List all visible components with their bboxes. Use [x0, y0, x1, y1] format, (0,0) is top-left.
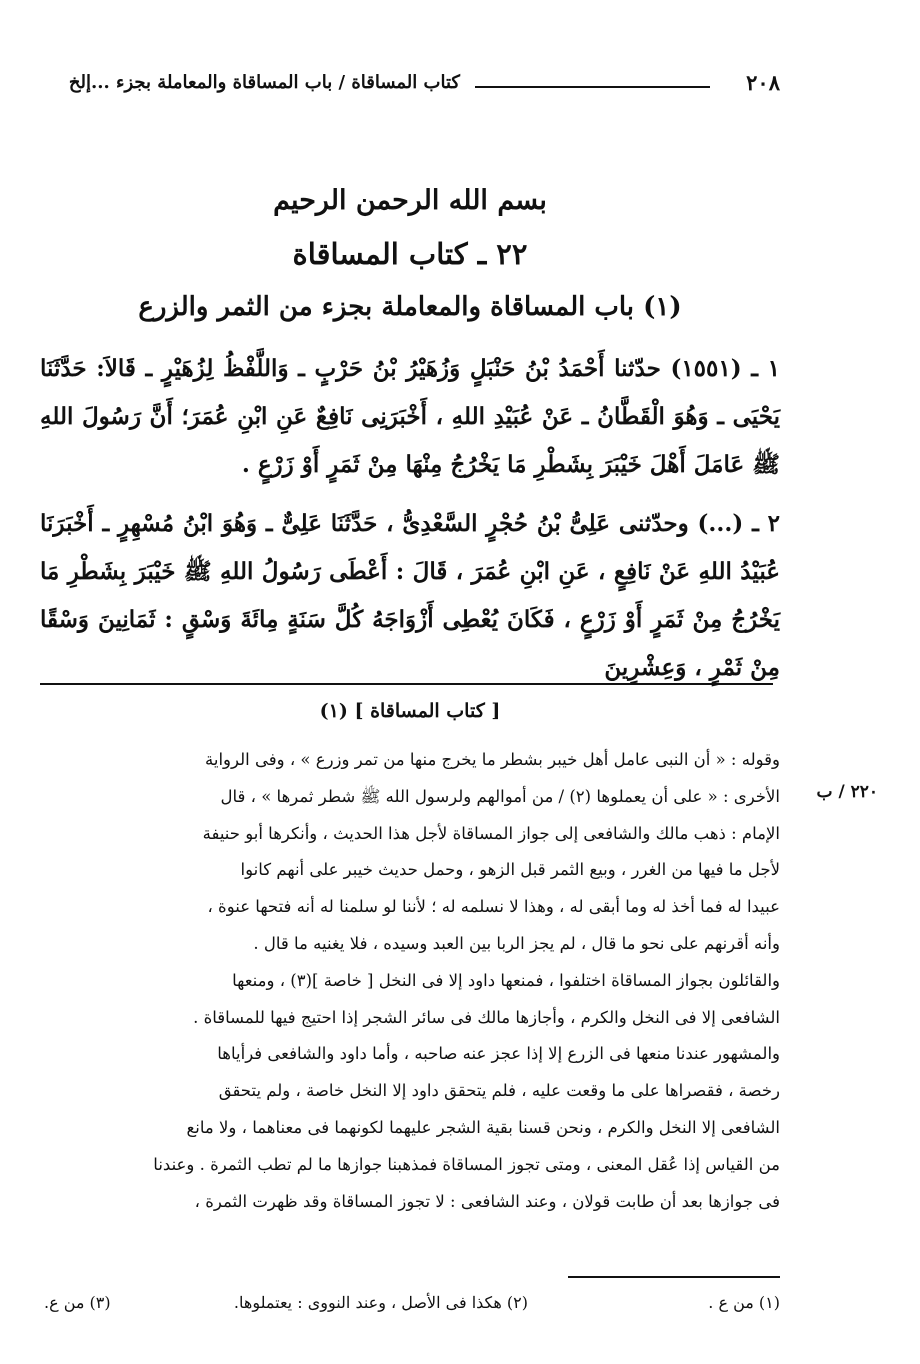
basmala: بسم الله الرحمن الرحيم: [273, 185, 547, 216]
commentary-line: والمشهور عندنا منعها فى الزرع إلا إذا عجز عنه صاحبه ، وأما داود والشافعى فرأياها: [217, 1044, 780, 1064]
footnote-rule: [568, 1276, 780, 1278]
text-separator-rule: [40, 683, 773, 685]
commentary-line: عبيدا له فما أخذ له وما أبقى له ، وهذا لا نسلمه له ؛ لأننا لو سلمنا له أنه فتحها عنوة ،: [207, 897, 780, 917]
book-title: ٢٢ ـ كتاب المساقاة: [292, 237, 528, 271]
commentary-line: وقوله : « أن النبى عامل أهل خيبر بشطر ما يخرج منها من تمر وزرع » ، وفى الرواية: [205, 750, 780, 769]
commentary-line: الشافعى إلا النخل والكرم ، ونحن قسنا بقية الشجر عليهما لكونهما فى معناهما ، ولا مانع: [186, 1117, 780, 1137]
header-rule: [475, 86, 710, 88]
commentary-line: فى جوازها بعد أن طابت قولان ، وعند الشافعى : لا تجوز المساقاة وقد ظهرت الثمرة ،: [194, 1191, 780, 1211]
running-header: [40, 70, 780, 100]
hadith-1: ١ ـ (١٥٥١) حدّثنا أَحْمَدُ بْنُ حَنْبَلٍ وَزُهَيْرُ بْنُ حَرْبٍ ـ وَاللَّفْظُ لِزُهَيْرٍ ـ قَالاَ: حَدَّثَنَا يَحْيَى ـ وَهُوَ الْقَطَّانُ ـ عَنْ عُبَيْدِ اللهِ ، أَخْبَرَنِى نَافِعٌ عَنِ ابْنِ عُمَرَ؛ أَنَّ رَسُولَ اللهِ ﷺ عَامَلَ أَهْلَ خَيْبَرَ بِشَطْرِ مَا يَخْرُجُ مِنْهَا مِنْ ثَمَرٍ أَوْ زَرْعٍ .: [40, 355, 780, 478]
commentary-line: وأنه أقرنهم على نحو ما قال ، لم يجز الربا بين العبد وسيده ، فلا يغنيه ما قال .: [253, 933, 780, 953]
running-title: كتاب المساقاة / باب المساقاة والمعاملة بجزء ...إلخ: [68, 72, 460, 93]
commentary-line: الأخرى : « على أن يعملوها (٢) / من أموالهم ولرسول الله ﷺ شطر ثمرها » ، قال: [220, 786, 780, 806]
footnote-2: (٢) هكذا فى الأصل ، وعند النووى : يعتملوها.: [233, 1293, 528, 1312]
footnote-1: (١) من ع .: [708, 1293, 780, 1312]
commentary-line: الشافعى إلا فى النخل والكرم ، وأجازها مالك فى سائر الشجر إذا احتيج فيها للمساقاة .: [193, 1007, 780, 1027]
commentary-line: لأجل ما فيها من الغرر ، وبيع الثمر قبل الزهو ، وحمل حديث خيبر على أنهم كانوا: [240, 860, 780, 880]
commentary-line: من القياس إذا عُقل المعنى ، ومتى تجوز المساقاة فمذهبنا جوازها ما لم تطب الثمرة . وعندنا: [153, 1154, 780, 1174]
page-number: ٢٠٨: [746, 70, 780, 95]
commentary-block: [40, 742, 780, 1220]
footnote-3: (٣) من ع.: [44, 1293, 111, 1312]
chapter-title: (١) باب المساقاة والمعاملة بجزء من الثمر والزرع: [138, 292, 682, 322]
commentary-line: الإمام : ذهب مالك والشافعى إلى جواز المساقاة لأجل هذا الحديث ، وأنكرها أبو حنيفة: [202, 823, 780, 843]
hadith-2: ٢ ـ (...) وحدّثنى عَلِىُّ بْنُ حُجْرٍ السَّعْدِىُّ ، حَدَّثَنَا عَلِىٌّ ـ وَهُوَ ابْنُ مُسْهِرٍ ـ أَخْبَرَنَا عُبَيْدُ اللهِ عَنْ نَافِعٍ ، عَنِ ابْنِ عُمَرَ ، قَالَ : أَعْطَى رَسُولُ اللهِ ﷺ خَيْبَرَ بِشَطْرِ مَا يَخْرُجُ مِنْ ثَمَرٍ أَوْ زَرْعٍ ، فَكَانَ يُعْطِى أَزْوَاجَهُ كُلَّ سَنَةٍ مِائَةَ وَسْقٍ : ثَمَانِينَ وَسْقًا مِنْ ثَمْرٍ ، وَعِشْرِينَ: [40, 510, 780, 681]
commentary-title: [ كتاب المساقاة ] (١): [319, 700, 501, 722]
margin-note: ٢٢٠ / ب: [816, 782, 878, 802]
commentary-line: والقائلون بجواز المساقاة اختلفوا ، فمنعها داود إلا فى النخل [ خاصة ](٣) ، ومنعها: [232, 970, 780, 990]
commentary-line: رخصة ، فقصراها على ما وقعت عليه ، فلم يتحقق داود إلا النخل خاصة ، ولم يتحقق: [218, 1081, 780, 1101]
